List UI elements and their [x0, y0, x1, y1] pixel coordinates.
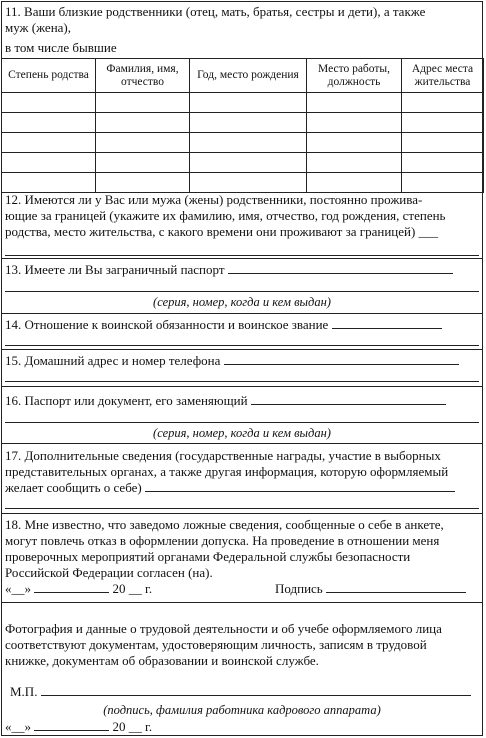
q13-caption: (серия, номер, когда и кем выдан) [153, 295, 331, 309]
q17-section [1, 448, 483, 496]
col-birth: Год, место рождения [190, 59, 307, 93]
table-cell[interactable] [96, 153, 190, 173]
q15-section [1, 353, 483, 369]
table-cell[interactable] [402, 93, 484, 113]
footer-date-day: «__» [5, 719, 31, 734]
footer-statement [1, 621, 483, 669]
table-cell[interactable] [96, 113, 190, 133]
col-work: Место работы, должность [307, 59, 402, 93]
col-full-name: Фамилия, имя, отчество [96, 59, 190, 93]
table-cell[interactable] [190, 93, 307, 113]
footer-line3: книжке, документам об образовании и воинской службе. [5, 653, 319, 668]
footer-line2: соответствуют документам, удостоверяющим личность, записям в трудовой [5, 637, 427, 652]
q13-answer-line-2[interactable] [5, 291, 479, 292]
table-cell[interactable] [190, 113, 307, 133]
q17-line2: представительных органах, а также другая информация, которую оформляемый [5, 464, 449, 479]
table-cell[interactable] [402, 173, 484, 193]
q13-label: 13. Имеете ли Вы заграничный паспорт [5, 262, 225, 277]
q18-date-year: 20 __ г. [112, 581, 153, 596]
q12-answer-line[interactable] [5, 255, 479, 256]
q12-line1: 12. Имеются ли у Вас или мужа (жены) родственники, постоянно прожива- [5, 192, 423, 207]
q16-answer-line-2[interactable] [5, 422, 479, 423]
table-cell[interactable] [96, 93, 190, 113]
table-cell[interactable] [190, 153, 307, 173]
q16-label: 16. Паспорт или документ, его заменяющий [5, 393, 248, 408]
relatives-table-header [2, 59, 484, 93]
q15-answer-line-2[interactable] [5, 381, 479, 382]
q18-signature-field[interactable] [326, 581, 466, 593]
q14-answer-line-2[interactable] [5, 345, 479, 346]
divider [1, 513, 483, 514]
table-cell[interactable] [96, 173, 190, 193]
divider [1, 313, 483, 314]
q14-answer-line[interactable] [332, 317, 442, 329]
table-cell[interactable] [2, 93, 96, 113]
table-cell[interactable] [402, 153, 484, 173]
q12-line3: родства, место жительства, с какого времени они проживают за границей) ___ [5, 224, 439, 239]
q11-line1: 11. Ваши близкие родственники (отец, мать, братья, сестры и дети), а также [5, 4, 426, 19]
table-row [2, 93, 484, 113]
table-cell[interactable] [2, 133, 96, 153]
q15-answer-line[interactable] [224, 353, 459, 365]
mp-label: М.П. [10, 684, 38, 699]
footer-date-year: 20 __ г. [112, 719, 153, 734]
q18-sign-label: Подпись [275, 581, 323, 596]
q18-date-day: «__» [5, 581, 31, 596]
q12-section [1, 192, 483, 240]
q18-line4: Российской Федерации согласен (на). [5, 565, 213, 580]
table-cell[interactable] [402, 133, 484, 153]
divider [1, 386, 483, 387]
table-cell[interactable] [2, 173, 96, 193]
q13-section [1, 262, 483, 278]
table-cell[interactable] [402, 113, 484, 133]
q17-line3: желает сообщить о себе) [5, 480, 142, 495]
q15-label: 15. Домашний адрес и номер телефона [5, 353, 221, 368]
q11-line2: муж (жена), [5, 20, 72, 35]
q18-date-month-field[interactable] [34, 581, 109, 593]
q16-caption: (серия, номер, когда и кем выдан) [153, 426, 331, 440]
table-row [2, 113, 484, 133]
q12-line2: ющие за границей (укажите их фамилию, имя, отчество, год рождения, степень [5, 208, 446, 223]
q13-answer-line[interactable] [228, 262, 453, 274]
footer-date-row [1, 719, 483, 735]
q17-answer-line-2[interactable] [5, 508, 479, 509]
col-address: Адрес места жительства [402, 59, 484, 93]
table-cell[interactable] [2, 153, 96, 173]
q18-line1: 18. Мне известно, что заведомо ложные сведения, сообщенные о себе в анкете, [5, 517, 444, 532]
q14-label: 14. Отношение к воинской обязанности и воинское звание [5, 317, 329, 332]
table-cell[interactable] [307, 153, 402, 173]
table-cell[interactable] [2, 113, 96, 133]
q11-heading [1, 4, 483, 56]
table-cell[interactable] [96, 133, 190, 153]
q16-section [1, 393, 483, 409]
divider [1, 602, 483, 603]
divider [1, 443, 483, 444]
hr-signature-field[interactable] [41, 684, 471, 696]
q17-answer-line[interactable] [145, 480, 455, 492]
table-cell[interactable] [307, 173, 402, 193]
q11-line3: в том числе бывшие [5, 40, 117, 55]
table-cell[interactable] [190, 133, 307, 153]
col-kinship: Степень родства [2, 59, 96, 93]
table-row [2, 133, 484, 153]
divider [1, 349, 483, 350]
table-cell[interactable] [190, 173, 307, 193]
footer-mp-row [1, 684, 483, 700]
footer-caption: (подпись, фамилия работника кадрового аппарата) [103, 703, 381, 717]
table-cell[interactable] [307, 93, 402, 113]
q14-section [1, 317, 483, 333]
table-row [2, 153, 484, 173]
divider [1, 258, 483, 259]
table-cell[interactable] [307, 113, 402, 133]
q18-line2: могут повлечь отказ в оформлении допуска. На проведение в отношении меня [5, 533, 440, 548]
footer-line1: Фотография и данные о трудовой деятельности и об учебе оформляемого лица [5, 621, 442, 636]
q17-line1: 17. Дополнительные сведения (государственные награды, участие в выборных [5, 448, 441, 463]
q16-answer-line[interactable] [251, 393, 446, 405]
table-row [2, 173, 484, 193]
q18-line3: проверочных мероприятий органами Федеральной службы безопасности [5, 549, 411, 564]
relatives-table [1, 58, 484, 193]
footer-date-month-field[interactable] [34, 719, 109, 731]
table-cell[interactable] [307, 133, 402, 153]
q18-section [1, 517, 483, 597]
